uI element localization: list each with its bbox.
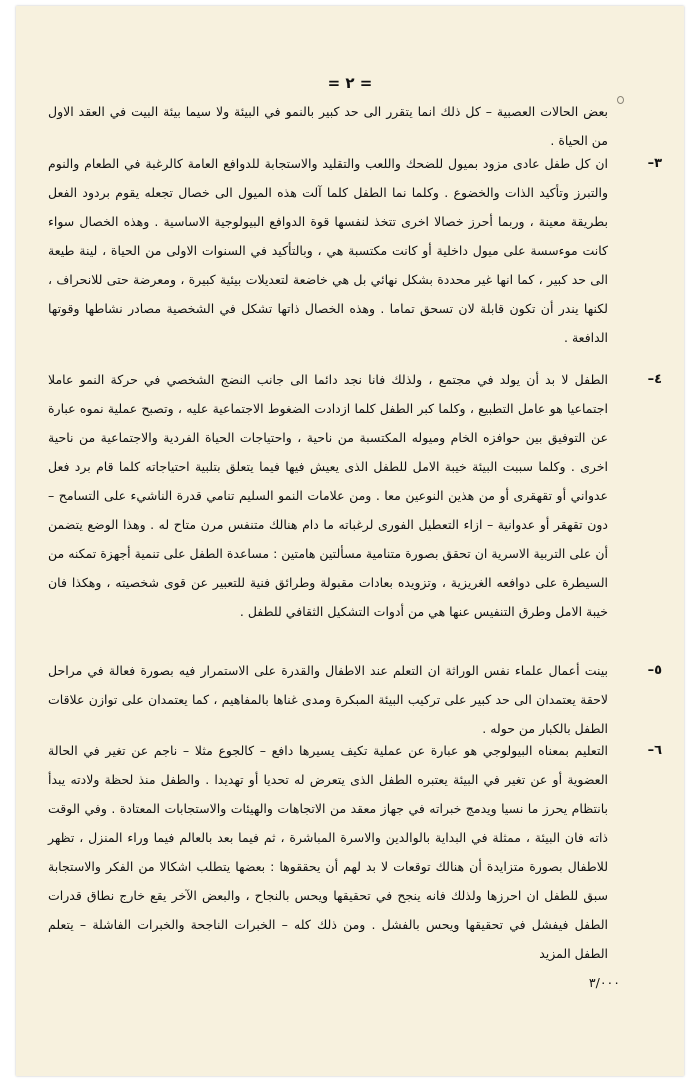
paragraph-5: بينت أعمال علماء نفس الوراثة ان التعلم عند الاطفال والقدرة على الاستمرار فيه بصورة فعالة في مراحل لاحقة يعتمدان الى حد كبير على تركيب البيئة المبكرة ومدى غناها بالمفاهيم ، كما يعتمدان على توازن علاقات الطفل بالكبار من حوله .: [48, 663, 608, 736]
page-number: = ٢ =: [327, 74, 373, 92]
paragraph-6-number: ٦–: [647, 743, 662, 758]
paragraph-6: التعليم بمعناه البيولوجي هو عبارة عن عملية تكيف يسيرها دافع – كالجوع مثلا – ناجم عن تغير في الحالة العضوية أو عن تغير في البيئة يعتبره الطفل الذى يتعرض له تحديا أو تهديدا . والطفل منذ لحظة ولادته يبدأ بانتظام يحرز ما نسيا ويدمج خبراته في جهاز معقد من الاتجاهات والهيئات والاستجابات المعتادة . وفي الوقت ذاته فان البيئة ، ممثلة في البداية بالوالدين والاسرة المباشرة ، ثم فيما بعد بالعالم فيما وراء المنزل ، تظهر للاطفال بصورة متزايدة أن هنالك توقعات لا بد لهم أن يحققوها : بعضها يتطلب اشكالا من الفكر والاستجابة سبق للطفل ان احرزها ولذلك فانه ينجح في تحقيقها ويحس بالنجاح ، والبعض الآخر يقع خارج نطاق قدرات الطفل فيفشل في تحقيقها ويحس بالفشل . ومن ذلك كله – الخبرات الناجحة والخبرات الفاشلة – يتعلم الطفل المزيد: [48, 743, 608, 961]
circle-mark-icon: [617, 96, 624, 104]
paragraph-intro: بعض الحالات العصبية – كل ذلك انما يتقرر الى حد كبير بالنمو في البيئة ولا سيما بيئة البيت في العقد الاول من الحياة .: [48, 104, 608, 148]
paragraph-4: الطفل لا بد أن يولد في مجتمع ، ولذلك فانا نجد دائما الى جانب النضج الشخصي في حركة النمو عاملا اجتماعيا هو عامل التطبيع ، وكلما كبر الطفل كلما ازدادت الضغوط الاجتماعية عليه ، وتصبح عملية نموه عبارة عن التوفيق بين حوافزه الخام وميوله المكتسبة من ناحية ، واحتياجات الحياة الفردية والاجتماعية من ناحية اخرى . وكلما سببت البيئة خيبة الامل للطفل الذى يعيش فيها فيما يتعلق بتلبية احتياجاته كلما قام برد فعل عدواني أو تقهقرى أو من هذين النوعين معا . ومن علامات النمو السليم تنامي قدرة الناشيء على التسامح – دون تقهقر أو عدوانية – ازاء التعطيل الفورى لرغباته ما دام هنالك متنفس مرن متاح له . وهذا الوضع يتضمن أن على التربية الاسرية ان تحقق بصورة متنامية مسألتين هامتين : مساعدة الطفل على تنمية أجهزة تمكنه من السيطرة على دوافعه الغريزية ، وتزويده بعادات مقبولة وطرائق فنية للتعبير عن قوى شخصيته ، وهكذا فان خيبة الامل وطرق التنفيس عنها هي من أدوات التشكيل الثقافي للطفل .: [48, 372, 608, 619]
paragraph-5-number: ٥–: [647, 663, 662, 678]
continuation-marker: ٣/٠٠٠: [588, 975, 620, 990]
paragraph-3: ان كل طفل عادى مزود بميول للضحك واللعب والتقليد والاستجابة للدوافع العامة كالرغبة في الطعام والنوم والتبرز وتأكيد الذات والخضوع . وكلما نما الطفل كلما آلت هذه الميول الى خصال تجعله يقوم بردود الفعل بطريقة معينة ، وربما أحرز خصالا اخرى تتخذ لنفسها قوة الدوافع البيولوجية الاساسية . وهذه الخصال سواء كانت موءسسة على ميول داخلية أو كانت مكتسبة هي ، وبالتأكيد في السنوات الاولى من الحياة ، لينة طيعة الى حد كبير ، كما انها غير محددة بشكل نهائي بل هي خاضعة لتعديلات بيئية كبيرة ، ومعرضة حتى للانحراف ، لكنها يندر أن تكون قابلة لان تسحق تماما . وهذه الخصال ذاتها تشكل في الشخصية مصادر نشاطها وقوتها الدافعة .: [48, 156, 608, 345]
paragraph-4-number: ٤–: [647, 372, 662, 387]
paragraph-3-number: ٣–: [647, 156, 662, 171]
